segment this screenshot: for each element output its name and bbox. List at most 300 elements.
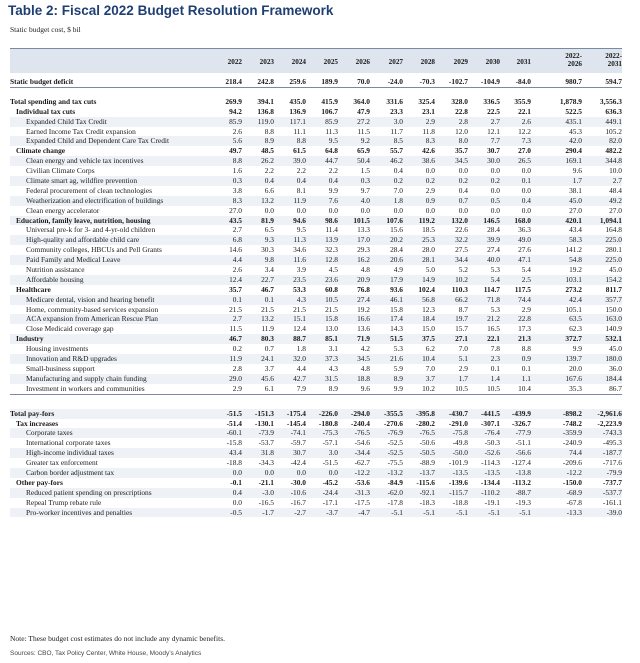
table-row bbox=[10, 364, 622, 374]
table-cell: 23.3 bbox=[390, 106, 403, 116]
table-cell: 139.7 bbox=[565, 354, 582, 364]
row-label: Affordable housing bbox=[26, 274, 84, 284]
table-cell: 53.3 bbox=[293, 284, 306, 294]
table-cell: 164.8 bbox=[605, 225, 622, 235]
table-cell: 9.9 bbox=[393, 383, 403, 393]
table-cell: 225.0 bbox=[605, 235, 622, 245]
table-cell: -151.3 bbox=[254, 408, 274, 418]
table-cell: 0.4 bbox=[458, 185, 468, 195]
table-cell: 117.1 bbox=[289, 116, 306, 126]
table-cell: 48.5 bbox=[261, 146, 274, 156]
column-header: 2029 bbox=[453, 58, 468, 66]
table-cell: 45.3 bbox=[569, 126, 582, 136]
table-cell: 27.2 bbox=[357, 116, 370, 126]
table-cell: -104.9 bbox=[480, 77, 500, 86]
row-label: Federal procurement of clean technologies bbox=[26, 185, 152, 195]
table-cell: 8.8 bbox=[264, 126, 274, 136]
table-cell: 2.7 bbox=[232, 314, 242, 324]
table-cell: 11.3 bbox=[293, 235, 306, 245]
table-row bbox=[10, 448, 622, 458]
row-label: Universal pre-k for 3- and 4-yr-old children bbox=[26, 225, 156, 235]
table-cell: -84.0 bbox=[515, 77, 531, 86]
table-row bbox=[10, 117, 622, 127]
column-header: 2028 bbox=[420, 58, 435, 66]
row-label: Climate smart ag, wildfire prevention bbox=[26, 176, 138, 186]
table-cell: 49.0 bbox=[518, 235, 531, 245]
table-cell: 71.9 bbox=[357, 334, 370, 344]
table-cell: 19.2 bbox=[357, 304, 370, 314]
table-cell: -30.0 bbox=[290, 477, 306, 487]
row-label: International corporate taxes bbox=[26, 438, 111, 448]
table-row bbox=[10, 186, 622, 196]
table-cell: 45.0 bbox=[609, 344, 622, 354]
table-cell: -5.1 bbox=[423, 507, 435, 517]
table-cell: 12.3 bbox=[422, 304, 435, 314]
table-row bbox=[10, 428, 622, 438]
table-cell: 7.0 bbox=[393, 185, 403, 195]
table-cell: 184.4 bbox=[605, 373, 622, 383]
table-cell: 22.7 bbox=[261, 274, 274, 284]
row-label: Reduced patient spending on prescriptions bbox=[26, 487, 152, 497]
table-cell: -19.1 bbox=[484, 497, 500, 507]
table-cell: 114.7 bbox=[483, 284, 500, 294]
table-row bbox=[10, 314, 622, 324]
table-cell: 4.3 bbox=[296, 294, 306, 304]
table-cell: -24.0 bbox=[387, 77, 403, 86]
table-cell: 8.8 bbox=[521, 344, 531, 354]
table-cell: 23.5 bbox=[293, 274, 306, 284]
table-cell: 16.2 bbox=[357, 255, 370, 265]
table-cell: 0.0 bbox=[393, 205, 403, 215]
table-cell: 31.5 bbox=[325, 373, 338, 383]
table-row bbox=[10, 478, 622, 488]
row-label: Static budget deficit bbox=[10, 77, 74, 86]
row-label: Clean energy and vehicle tax incentives bbox=[26, 156, 144, 166]
table-cell: -10.6 bbox=[290, 487, 306, 497]
table-cell: -439.9 bbox=[511, 408, 531, 418]
table-cell: 7.0 bbox=[458, 344, 468, 354]
table-row bbox=[10, 344, 622, 354]
table-cell: 325.4 bbox=[418, 96, 435, 106]
table-cell: 12.4 bbox=[293, 324, 306, 334]
table-cell: 18.8 bbox=[357, 373, 370, 383]
table-cell: 74.4 bbox=[518, 294, 531, 304]
table-cell: 42.6 bbox=[422, 146, 435, 156]
table-cell: 9.9 bbox=[328, 185, 338, 195]
table-cell: -52.5 bbox=[387, 438, 403, 448]
table-cell: -743.3 bbox=[602, 428, 622, 438]
table-cell: 0.4 bbox=[521, 195, 531, 205]
table-cell: -134.4 bbox=[480, 477, 500, 487]
table-cell: 64.8 bbox=[325, 146, 338, 156]
table-cell: 14.6 bbox=[229, 245, 242, 255]
table-cell: 105.2 bbox=[605, 126, 622, 136]
table-cell: 2.7 bbox=[612, 176, 622, 186]
table-cell: 45.0 bbox=[569, 195, 582, 205]
table-cell: 5.0 bbox=[425, 265, 435, 275]
table-cell: 12.1 bbox=[487, 126, 500, 136]
table-cell: 56.8 bbox=[422, 294, 435, 304]
table-cell: 10.4 bbox=[422, 354, 435, 364]
table-cell: 0.4 bbox=[232, 487, 242, 497]
table-cell: 15.8 bbox=[325, 314, 338, 324]
table-cell: 32.0 bbox=[293, 354, 306, 364]
table-cell: 5.6 bbox=[232, 136, 242, 146]
table-cell: 46.7 bbox=[261, 284, 274, 294]
table-cell: 27.6 bbox=[518, 245, 531, 255]
table-cell: 5.4 bbox=[490, 274, 500, 284]
row-label: Greater tax enforcement bbox=[26, 458, 98, 468]
table-cell: 355.9 bbox=[514, 96, 531, 106]
table-cell: 6.6 bbox=[264, 185, 274, 195]
table-cell: -77.9 bbox=[515, 428, 531, 438]
table-cell: 1.7 bbox=[572, 176, 582, 186]
table-row bbox=[10, 305, 622, 315]
table-row bbox=[10, 146, 622, 156]
table-cell: 10.2 bbox=[455, 274, 468, 284]
table-cell: 146.5 bbox=[483, 215, 500, 225]
table-cell: 10.0 bbox=[609, 166, 622, 176]
table-cell: 364.0 bbox=[353, 96, 370, 106]
table-cell: 11.5 bbox=[229, 324, 242, 334]
row-label: Nutrition assistance bbox=[26, 265, 85, 275]
table-cell: 39.0 bbox=[293, 156, 306, 166]
table-cell: 1.7 bbox=[458, 373, 468, 383]
table-cell: 21.3 bbox=[518, 334, 531, 344]
table-cell: 415.9 bbox=[321, 96, 338, 106]
table-cell: 47.9 bbox=[357, 106, 370, 116]
table-cell: 66.2 bbox=[455, 294, 468, 304]
table-cell: -76.4 bbox=[484, 428, 500, 438]
table-cell: 30.0 bbox=[487, 156, 500, 166]
table-cell: 9.3 bbox=[264, 235, 274, 245]
table-cell: 0.0 bbox=[490, 166, 500, 176]
table-cell: 357.7 bbox=[605, 294, 622, 304]
row-label: Carbon border adjustment tax bbox=[26, 467, 115, 477]
table-row bbox=[10, 206, 622, 216]
table-cell: 7.9 bbox=[296, 383, 306, 393]
table-cell: 150.0 bbox=[605, 304, 622, 314]
row-label: Weatherization and electrification of buildings bbox=[26, 195, 164, 205]
table-cell: -717.6 bbox=[602, 458, 622, 468]
table-cell: 2.8 bbox=[458, 116, 468, 126]
table-cell: 8.3 bbox=[425, 136, 435, 146]
table-row bbox=[10, 235, 622, 245]
table-cell: 36.0 bbox=[609, 363, 622, 373]
table-cell: 2.2 bbox=[328, 166, 338, 176]
table-cell: -12.2 bbox=[354, 467, 370, 477]
table-cell: -101.9 bbox=[448, 458, 468, 468]
table-cell: 2.5 bbox=[521, 274, 531, 284]
table-cell: 8.7 bbox=[458, 304, 468, 314]
table-cell: -75.3 bbox=[322, 428, 338, 438]
table-cell: 46.7 bbox=[229, 334, 242, 344]
table-cell: 269.9 bbox=[225, 96, 242, 106]
table-cell: 2.6 bbox=[232, 126, 242, 136]
table-cell: 5.1 bbox=[458, 354, 468, 364]
table-cell: 15.7 bbox=[455, 324, 468, 334]
table-cell: -5.1 bbox=[391, 507, 403, 517]
table-cell: 7.6 bbox=[328, 195, 338, 205]
row-label: Education, family leave, nutrition, housing bbox=[16, 215, 151, 225]
table-cell: 189.9 bbox=[321, 77, 338, 86]
table-cell: -75.8 bbox=[452, 428, 468, 438]
table-cell: 5.9 bbox=[393, 363, 403, 373]
table-row bbox=[10, 255, 622, 265]
table-cell: 0.1 bbox=[490, 363, 500, 373]
table-cell: -45.2 bbox=[322, 477, 338, 487]
table-cell: 20.2 bbox=[390, 235, 403, 245]
table-cell: 11.6 bbox=[293, 255, 306, 265]
table-cell: -2,223.9 bbox=[597, 418, 622, 428]
table-cell: -24.4 bbox=[322, 487, 338, 497]
table-cell: 32.2 bbox=[455, 235, 468, 245]
row-label: Tax increases bbox=[16, 418, 59, 428]
table-cell: 35.7 bbox=[455, 146, 468, 156]
row-label: Industry bbox=[16, 334, 44, 344]
table-cell: -18.8 bbox=[452, 497, 468, 507]
table-cell: -5.1 bbox=[456, 507, 468, 517]
table-cell: -307.1 bbox=[480, 418, 500, 428]
table-cell: 9.6 bbox=[360, 383, 370, 393]
table-cell: -326.7 bbox=[511, 418, 531, 428]
table-cell: -139.6 bbox=[448, 477, 468, 487]
table-cell: 22.5 bbox=[487, 106, 500, 116]
table-cell: -4.7 bbox=[358, 507, 370, 517]
table-cell: 4.5 bbox=[328, 265, 338, 275]
column-header: 2025 bbox=[323, 58, 338, 66]
table-cell: 27.5 bbox=[455, 245, 468, 255]
table-cell: 27.0 bbox=[518, 146, 531, 156]
table-cell: 980.7 bbox=[565, 77, 582, 86]
table-row bbox=[10, 127, 622, 137]
table-cell: 4.4 bbox=[232, 255, 242, 265]
row-label: Earned Income Tax Credit expansion bbox=[26, 126, 136, 136]
table-cell: 102.4 bbox=[418, 284, 435, 294]
table-cell: 0.2 bbox=[490, 176, 500, 186]
table-cell: 28.4 bbox=[390, 245, 403, 255]
table-cell: 9.5 bbox=[328, 136, 338, 146]
table-cell: -115.6 bbox=[416, 477, 435, 487]
table-cell: 119.2 bbox=[418, 215, 435, 225]
row-label: Clean energy accelerator bbox=[26, 205, 100, 215]
table-cell: 2.2 bbox=[296, 166, 306, 176]
table-cell: 27.1 bbox=[455, 334, 468, 344]
table-cell: 44.7 bbox=[325, 156, 338, 166]
table-cell: -17.8 bbox=[387, 497, 403, 507]
table-cell: 2.3 bbox=[490, 354, 500, 364]
table-cell: 136.9 bbox=[289, 106, 306, 116]
table-cell: 10.2 bbox=[422, 383, 435, 393]
table-cell: 180.0 bbox=[605, 354, 622, 364]
table-cell: 259.6 bbox=[289, 77, 306, 86]
table-cell: -102.7 bbox=[448, 77, 468, 86]
table-cell: 1.8 bbox=[296, 344, 306, 354]
table-cell: 46.2 bbox=[390, 156, 403, 166]
table-cell: 49.7 bbox=[229, 146, 242, 156]
table-cell: 12.8 bbox=[325, 255, 338, 265]
table-cell: -270.6 bbox=[383, 418, 403, 428]
table-cell: 163.0 bbox=[605, 314, 622, 324]
table-cell: -209.6 bbox=[562, 458, 582, 468]
table-note: Note: These budget cost estimates do not include any dynamic benefits. bbox=[10, 634, 226, 643]
table-cell: 8.9 bbox=[328, 383, 338, 393]
table-cell: 132.0 bbox=[451, 215, 468, 225]
table-cell: -291.0 bbox=[448, 418, 468, 428]
table-cell: 3,556.3 bbox=[599, 96, 622, 106]
table-cell: 21.5 bbox=[261, 304, 274, 314]
table-cell: 54.8 bbox=[569, 255, 582, 265]
table-cell: 21.5 bbox=[293, 304, 306, 314]
table-cell: 34.6 bbox=[293, 245, 306, 255]
table-cell: 3.4 bbox=[264, 265, 274, 275]
table-cell: 136.8 bbox=[257, 106, 274, 116]
row-label: Housing investments bbox=[26, 344, 89, 354]
table-cell: 4.0 bbox=[360, 195, 370, 205]
table-cell: 17.9 bbox=[390, 274, 403, 284]
table-cell: 435.0 bbox=[289, 96, 306, 106]
table-cell: 18.5 bbox=[422, 225, 435, 235]
table-cell: 0.1 bbox=[264, 294, 274, 304]
table-cell: 93.6 bbox=[390, 284, 403, 294]
row-label: Close Medicaid coverage gap bbox=[26, 324, 114, 334]
table-cell: 9.5 bbox=[296, 225, 306, 235]
table-cell: -54.6 bbox=[354, 438, 370, 448]
row-label: ACA expansion from American Rescue Plan bbox=[26, 314, 158, 324]
row-label: Total pay-fors bbox=[10, 408, 55, 418]
table-cell: 28.4 bbox=[487, 225, 500, 235]
table-cell: 4.8 bbox=[360, 363, 370, 373]
table-cell: 0.4 bbox=[264, 176, 274, 186]
table-cell: 0.3 bbox=[232, 176, 242, 186]
table-cell: 27.0 bbox=[569, 205, 582, 215]
table-row bbox=[10, 216, 622, 226]
table-cell: 101.5 bbox=[353, 215, 370, 225]
table-cell: -5.1 bbox=[519, 507, 531, 517]
table-cell: 6.1 bbox=[264, 383, 274, 393]
table-cell: 225.0 bbox=[605, 255, 622, 265]
table-row bbox=[10, 265, 622, 275]
table-cell: 0.9 bbox=[521, 354, 531, 364]
table-cell: 34.5 bbox=[357, 354, 370, 364]
table-cell: 17.3 bbox=[518, 324, 531, 334]
table-cell: 103.1 bbox=[565, 274, 582, 284]
row-label: Corporate taxes bbox=[26, 428, 73, 438]
table-cell: 74.4 bbox=[569, 448, 582, 458]
table-cell: 2.7 bbox=[232, 225, 242, 235]
table-cell: -150.0 bbox=[562, 477, 582, 487]
table-cell: 0.4 bbox=[296, 176, 306, 186]
table-cell: 70.0 bbox=[357, 77, 370, 86]
table-cell: -226.0 bbox=[318, 408, 338, 418]
table-cell: 3.8 bbox=[232, 185, 242, 195]
table-cell: -115.7 bbox=[449, 487, 468, 497]
table-cell: -53.7 bbox=[258, 438, 274, 448]
table-cell: 280.1 bbox=[605, 245, 622, 255]
table-cell: -60.1 bbox=[226, 428, 242, 438]
table-cell: -18.3 bbox=[419, 497, 435, 507]
table-cell: 43.4 bbox=[229, 448, 242, 458]
table-cell: 0.0 bbox=[328, 467, 338, 477]
table-cell: 15.8 bbox=[390, 304, 403, 314]
table-cell: -537.7 bbox=[602, 487, 622, 497]
row-label: Small-business support bbox=[26, 363, 95, 373]
table-cell: 9.9 bbox=[572, 344, 582, 354]
table-cell: 0.1 bbox=[521, 363, 531, 373]
table-cell: 32.3 bbox=[325, 245, 338, 255]
table-cell: 11.5 bbox=[357, 126, 370, 136]
table-cell: 47.1 bbox=[518, 255, 531, 265]
table-cell: 24.1 bbox=[261, 354, 274, 364]
table-cell: -50.0 bbox=[452, 448, 468, 458]
table-cell: 0.7 bbox=[264, 344, 274, 354]
table-cell: 167.6 bbox=[565, 373, 582, 383]
table-cell: 29.3 bbox=[357, 245, 370, 255]
table-cell: 8.1 bbox=[296, 185, 306, 195]
table-cell: -430.7 bbox=[448, 408, 468, 418]
table-cell: 20.6 bbox=[390, 255, 403, 265]
table-cell: 0.1 bbox=[521, 176, 531, 186]
column-header: 2022 bbox=[227, 58, 242, 66]
table-cell: 60.8 bbox=[325, 284, 338, 294]
table-cell: 30.7 bbox=[487, 146, 500, 156]
table-cell: -180.8 bbox=[318, 418, 338, 428]
table-cell: 811.7 bbox=[605, 284, 622, 294]
table-cell: 242.8 bbox=[257, 77, 274, 86]
table-cell: 48.4 bbox=[609, 185, 622, 195]
table-cell: 12.2 bbox=[518, 126, 531, 136]
table-row bbox=[10, 166, 622, 176]
table-cell: 11.9 bbox=[293, 195, 306, 205]
table-cell: -92.1 bbox=[419, 487, 435, 497]
table-cell: 1.1 bbox=[521, 373, 531, 383]
table-cell: 7.3 bbox=[521, 136, 531, 146]
table-cell: 0.0 bbox=[490, 185, 500, 195]
table-cell: 21.5 bbox=[325, 304, 338, 314]
table-row bbox=[10, 107, 622, 117]
table-cell: -53.6 bbox=[354, 477, 370, 487]
table-cell: -13.3 bbox=[566, 507, 582, 517]
row-label: Manufacturing and supply chain funding bbox=[26, 373, 147, 383]
table-cell: -73.9 bbox=[258, 428, 274, 438]
table-cell: -145.4 bbox=[286, 418, 306, 428]
table-cell: -57.1 bbox=[322, 438, 338, 448]
table-cell: 76.8 bbox=[357, 284, 370, 294]
table-cell: 27.4 bbox=[357, 294, 370, 304]
column-header: 2027 bbox=[388, 58, 403, 66]
table-header bbox=[10, 48, 622, 73]
table-cell: 36.3 bbox=[518, 225, 531, 235]
table-cell: 51.5 bbox=[390, 334, 403, 344]
table-row bbox=[10, 176, 622, 186]
table-row bbox=[10, 324, 622, 334]
table-cell: 8.8 bbox=[296, 136, 306, 146]
table-cell: 14.9 bbox=[422, 274, 435, 284]
table-cell: 2.9 bbox=[458, 363, 468, 373]
table-cell: -17.1 bbox=[322, 497, 338, 507]
table-cell: 27.0 bbox=[609, 205, 622, 215]
table-cell: 3.1 bbox=[328, 344, 338, 354]
table-cell: 1,094.1 bbox=[599, 215, 622, 225]
table-cell: 1.8 bbox=[393, 195, 403, 205]
table-cell: 0.0 bbox=[425, 205, 435, 215]
table-cell: 344.8 bbox=[605, 156, 622, 166]
table-cell: -39.0 bbox=[606, 507, 622, 517]
table-cell: 19.2 bbox=[569, 265, 582, 275]
table-cell: 2.6 bbox=[521, 116, 531, 126]
table-cell: -13.7 bbox=[419, 467, 435, 477]
table-cell: -748.2 bbox=[562, 418, 582, 428]
